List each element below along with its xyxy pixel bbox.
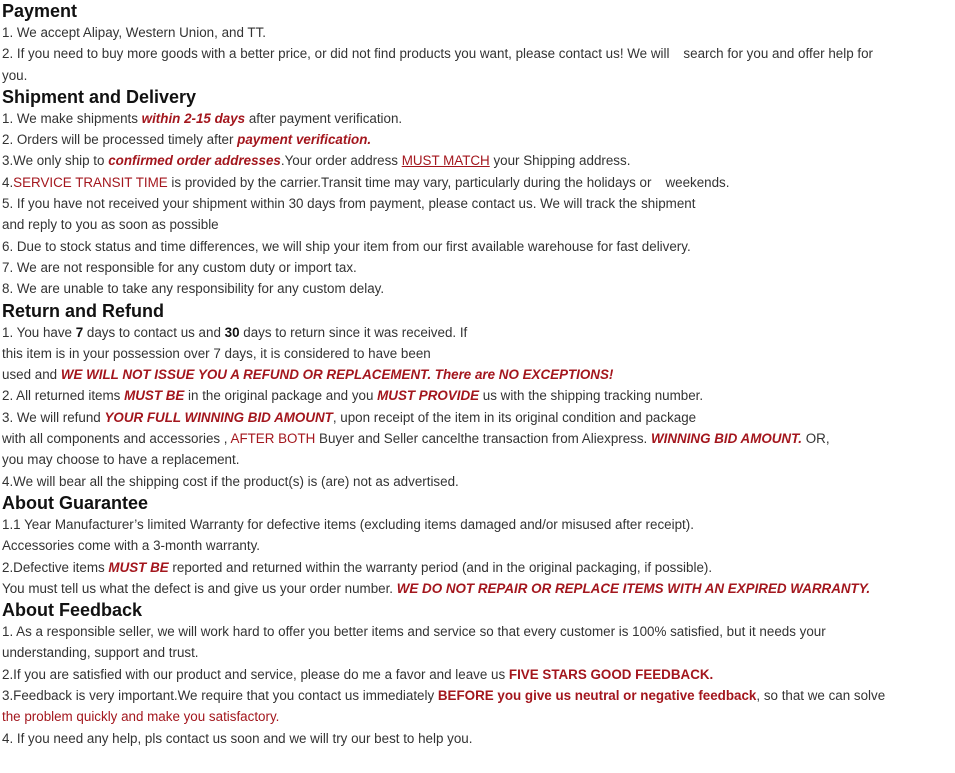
text: , upon receipt of the item in its original condition and package xyxy=(332,409,697,425)
guarantee-line-1-cont: Accessories come with a 3-month warranty. xyxy=(2,538,260,554)
shipment-line-8: 8. We are unable to take any responsibility for any custom delay. xyxy=(2,281,385,297)
text: 2.If you are satisfied with our product and service, please do me a favor and leave us xyxy=(2,666,509,682)
shipment-line-6: 6. Due to stock status and time differences, we will ship your item from our first available warehouse for fast delivery. xyxy=(2,238,691,254)
guarantee-line-2 xyxy=(2,557,953,578)
text: 2. If you need to buy more goods with a better price, or did not find products you want, please contact us! We will xyxy=(2,46,670,62)
section-title: Shipment and Delivery xyxy=(2,86,197,107)
return-line-3-cont2: you may choose to have a replacement. xyxy=(2,452,240,468)
text: us with the shipping tracking number. xyxy=(479,388,704,404)
text: in the original package and you xyxy=(184,388,378,404)
text: days to contact us and xyxy=(83,324,225,340)
shipment-line-7: 7. We are not responsible for any custom duty or import tax. xyxy=(2,259,357,275)
guarantee-line-1: 1.1 Year Manufacturer’s limited Warranty for defective items (excluding items damaged and/or misused after receipt). xyxy=(2,516,694,532)
return-line-1-cont: this item is in your possession over 7 days, it is considered to have been xyxy=(2,345,431,361)
section-title: Return and Refund xyxy=(2,300,164,321)
return-line-2 xyxy=(2,385,953,406)
feedback-line-3 xyxy=(2,685,953,706)
text: 3.Feedback is very important.We require that you contact us immediately xyxy=(2,688,438,704)
return-line-1-cont2 xyxy=(2,364,953,385)
return-line-3-cont xyxy=(2,428,953,449)
emphasis: YOUR FULL WINNING BID AMOUNT xyxy=(104,409,333,425)
payment-line-1: 1. We accept Alipay, Western Union, and TT. xyxy=(2,25,266,40)
text: 3. We will refund xyxy=(2,409,105,425)
text: 3.We only ship to xyxy=(2,153,109,169)
text: 2. All returned items xyxy=(2,388,125,404)
feedback-line-1-cont: understanding, support and trust. xyxy=(2,645,199,661)
emphasis: FIVE STARS GOOD FEEDBACK. xyxy=(508,666,714,682)
emphasis: MUST MATCH xyxy=(401,153,490,169)
emphasis: payment verification. xyxy=(237,132,372,148)
emphasis: AFTER BOTH xyxy=(230,431,316,447)
emphasis: WINNING BID AMOUNT. xyxy=(651,431,803,447)
section-title: Payment xyxy=(2,1,78,21)
shipment-line-3 xyxy=(2,150,953,171)
text: 1. You have xyxy=(2,324,76,340)
text: with all components and accessories , xyxy=(2,431,231,447)
shipment-line-2 xyxy=(2,129,953,150)
shipment-line-5-cont: and reply to you as soon as possible xyxy=(2,217,219,233)
emphasis: MUST BE xyxy=(108,559,169,575)
text: , so that we can solve xyxy=(756,688,886,704)
payment-section xyxy=(2,0,953,86)
section-title: About Feedback xyxy=(2,600,143,621)
text: search for you and offer help for xyxy=(683,46,873,62)
text: is provided by the carrier.Transit time may vary, particularly during the holidays or xyxy=(167,174,652,190)
text: after payment verification. xyxy=(245,110,403,126)
text: .Your order address xyxy=(280,153,402,169)
text: Buyer and Seller cancelthe transaction from Aliexpress. xyxy=(315,431,652,447)
emphasis: SERVICE TRANSIT TIME xyxy=(13,174,168,190)
return-section xyxy=(2,300,953,492)
feedback-line-2 xyxy=(2,664,953,685)
text: 2. Orders will be processed timely after xyxy=(2,132,238,148)
feedback-line-4: 4. If you need any help, pls contact us soon and we will try our best to help you. xyxy=(2,730,473,746)
text: 1. We make shipments xyxy=(2,110,142,126)
shipment-line-4 xyxy=(2,172,953,193)
return-line-1 xyxy=(2,322,953,343)
emphasis: MUST BE xyxy=(124,388,185,404)
return-line-4: 4.We will bear all the shipping cost if the product(s) is (are) not as advertised. xyxy=(2,473,459,489)
emphasis: WE WILL NOT ISSUE YOU A REFUND OR REPLACEMENT. There are NO EXCEPTIONS! xyxy=(60,367,614,383)
guarantee-line-3 xyxy=(2,578,953,599)
text: 4. xyxy=(2,174,14,190)
emphasis: BEFORE you give us neutral or negative feedback xyxy=(437,688,757,704)
emphasis: confirmed order addresses xyxy=(108,153,281,169)
payment-line-2 xyxy=(2,43,953,64)
emphasis: within 2-15 days xyxy=(141,110,246,126)
shipment-line-1 xyxy=(2,108,953,129)
return-line-3 xyxy=(2,407,953,428)
text: weekends. xyxy=(665,174,730,190)
section-title: About Guarantee xyxy=(2,492,149,513)
text: used and xyxy=(2,367,61,383)
emphasis: MUST PROVIDE xyxy=(377,388,480,404)
guarantee-section xyxy=(2,492,953,599)
feedback-line-3-cont: the problem quickly and make you satisfactory. xyxy=(2,709,280,725)
text: your Shipping address. xyxy=(489,153,631,169)
text: days to return since it was received. If xyxy=(239,324,468,340)
text: You must tell us what the defect is and give us your order number. xyxy=(2,580,397,596)
emphasis: 7 xyxy=(75,324,84,340)
shipment-line-5: 5. If you have not received your shipment within 30 days from payment, please contact us. We will track the shipment xyxy=(2,196,696,212)
text: 2.Defective items xyxy=(2,559,109,575)
feedback-line-1: 1. As a responsible seller, we will work hard to offer you better items and service so that every customer is 100% satisfied, but it needs your xyxy=(2,624,826,640)
emphasis: 30 xyxy=(224,324,240,340)
text: reported and returned within the warranty period (and in the original packaging, if possible). xyxy=(168,559,713,575)
payment-line-2-cont: you. xyxy=(2,67,28,83)
shipment-section xyxy=(2,86,953,300)
feedback-section xyxy=(2,599,953,749)
emphasis: WE DO NOT REPAIR OR REPLACE ITEMS WITH AN EXPIRED WARRANTY. xyxy=(396,580,871,596)
text: OR, xyxy=(802,431,830,447)
